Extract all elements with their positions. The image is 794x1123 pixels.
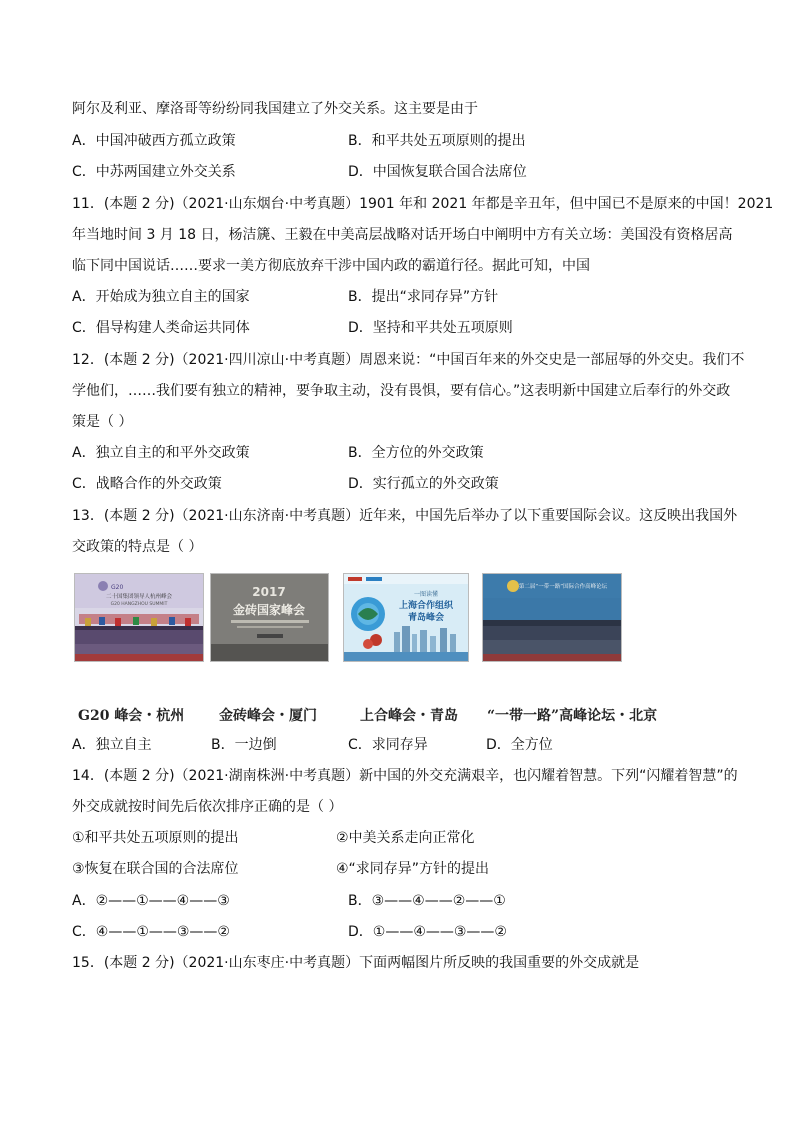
q13-stem-line2: 交政策的特点是（ ） xyxy=(72,539,203,555)
photo-g20-hangzhou xyxy=(74,573,204,662)
q14-item-3: ③恢复在联合国的合法席位 xyxy=(72,861,239,877)
q14-option-b[interactable]: B．③——④——②——① xyxy=(348,893,506,909)
photo1-subtitle: G20 HANGZHOU SUMMIT xyxy=(110,602,168,607)
q14-stem-line1: 14．(本题 2 分)（2021·湖南株洲·中考真题）新中国的外交充满艰辛，也闪耀着智慧。下列“闪耀着智慧”的 xyxy=(72,768,738,784)
q14-item-1: ①和平共处五项原则的提出 xyxy=(72,830,239,846)
q13-option-d[interactable]: D．全方位 xyxy=(486,737,553,753)
q12-option-d[interactable]: D．实行孤立的外交政策 xyxy=(348,476,499,492)
q13-option-c[interactable]: C．求同存异 xyxy=(348,737,428,753)
photo1-title: 二十国集团领导人杭州峰会 xyxy=(105,594,173,600)
q11-option-c[interactable]: C．倡导构建人类命运共同体 xyxy=(72,320,250,336)
q14-option-d[interactable]: D．①——④——③——② xyxy=(348,924,507,940)
q10-option-d[interactable]: D．中国恢复联合国合法席位 xyxy=(348,164,527,180)
caption-brics: 金砖峰会・厦门 xyxy=(219,708,317,724)
q12-option-b[interactable]: B．全方位的外交政策 xyxy=(348,445,484,461)
q12-option-c[interactable]: C．战略合作的外交政策 xyxy=(72,476,222,492)
photo-belt-and-road-forum xyxy=(482,573,622,662)
q15-stem-line1: 15．(本题 2 分)（2021·山东枣庄·中考真题）下面两幅图片所反映的我国重要的外交成就是 xyxy=(72,955,640,971)
caption-sco: 上合峰会・青岛 xyxy=(360,708,458,724)
caption-belt-and-road: “一带一路”高峰论坛・北京 xyxy=(487,708,658,724)
svg-text:G20: G20 xyxy=(111,584,124,591)
q11-option-d[interactable]: D．坚持和平共处五项原则 xyxy=(348,320,513,336)
q12-stem-line3: 策是（ ） xyxy=(72,414,133,430)
q14-item-2: ②中美关系走向正常化 xyxy=(336,830,475,846)
q12-option-a[interactable]: A．独立自主的和平外交政策 xyxy=(72,445,250,461)
caption-g20: G20 峰会・杭州 xyxy=(78,708,185,724)
q12-stem-line1: 12．(本题 2 分)（2021·四川凉山·中考真题）周恩来说：“中国百年来的外交史是一部屈辱的外交史。我们不 xyxy=(72,352,745,368)
photo-brics-xiamen xyxy=(210,573,329,662)
q11-stem-line1: 11．(本题 2 分)（2021·山东烟台·中考真题）1901 年和 2021 年都是辛丑年，但中国已不是原来的中国！2021 xyxy=(72,196,774,212)
q13-stem-line1: 13．(本题 2 分)（2021·山东济南·中考真题）近年来，中国先后举办了以下重要国际会议。这反映出我国外 xyxy=(72,508,738,524)
svg-text:青岛峰会: 青岛峰会 xyxy=(407,613,445,623)
svg-text:上海合作组织: 上海合作组织 xyxy=(398,601,454,611)
q14-option-a[interactable]: A．②——①——④——③ xyxy=(72,893,230,909)
q13-option-b[interactable]: B．一边倒 xyxy=(211,737,277,753)
svg-text:一图读懂: 一图读懂 xyxy=(413,591,439,598)
photo-sco-qingdao xyxy=(343,573,469,662)
svg-text:2017: 2017 xyxy=(252,585,286,599)
q11-stem-line2: 年当地时间 3 月 18 日，杨洁篪、王毅在中美高层战略对话开场白中阐明中方有关立场：美国没有资格居高 xyxy=(72,227,733,243)
q13-option-a[interactable]: A．独立自主 xyxy=(72,737,152,753)
q10-option-b[interactable]: B．和平共处五项原则的提出 xyxy=(348,133,526,149)
q11-option-a[interactable]: A．开始成为独立自主的国家 xyxy=(72,289,250,305)
svg-text:第二届“一带一路”国际合作高峰论坛: 第二届“一带一路”国际合作高峰论坛 xyxy=(518,584,608,590)
q10-option-c[interactable]: C．中苏两国建立外交关系 xyxy=(72,164,236,180)
q10-stem-tail: 阿尔及利亚、摩洛哥等纷纷同我国建立了外交关系。这主要是由于 xyxy=(72,101,478,117)
svg-text:金砖国家峰会: 金砖国家峰会 xyxy=(232,603,306,617)
q11-option-b[interactable]: B．提出“求同存异”方针 xyxy=(348,289,499,305)
q14-item-4: ④“求同存异”方针的提出 xyxy=(336,861,490,877)
q11-stem-line3: 临下同中国说话……要求一美方彻底放弃干涉中国内政的霸道行径。据此可知，中国 xyxy=(72,258,590,274)
q14-option-c[interactable]: C．④——①——③——② xyxy=(72,924,230,940)
q14-stem-line2: 外交成就按时间先后依次排序正确的是（ ） xyxy=(72,799,343,815)
q12-stem-line2: 学他们，……我们要有独立的精神，要争取主动，没有畏惧，要有信心。”这表明新中国建立后奉行的外交政 xyxy=(72,383,731,399)
q10-option-a[interactable]: A．中国冲破西方孤立政策 xyxy=(72,133,236,149)
